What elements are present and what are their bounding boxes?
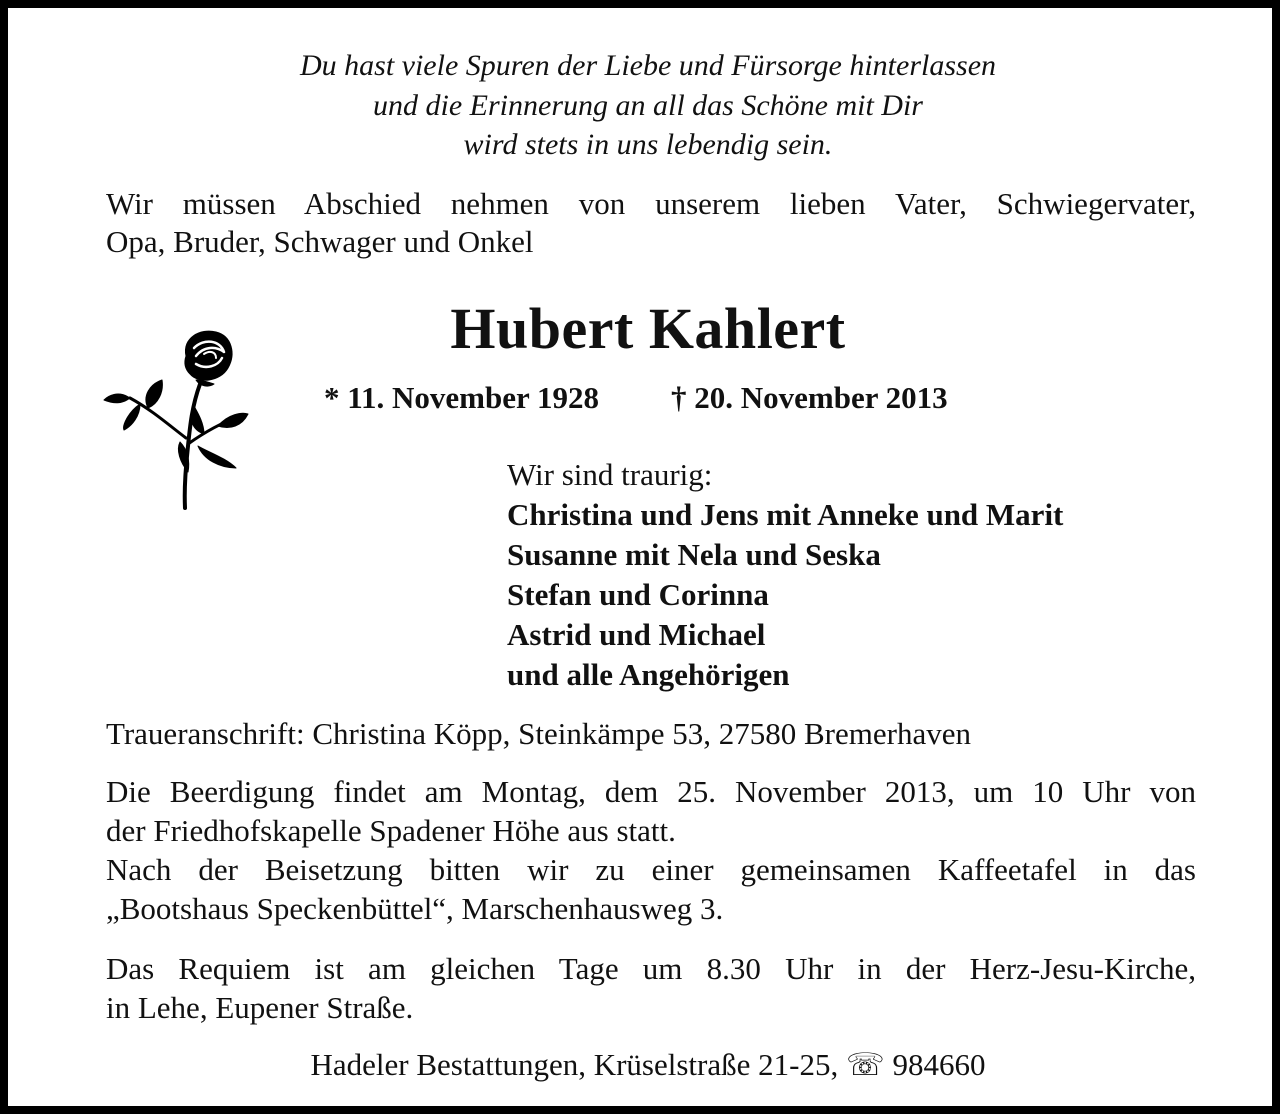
rose-icon	[100, 326, 252, 512]
funeral-paragraph	[106, 772, 1196, 928]
intro-line-1: Wir müssen Abschied nehmen von unserem lieben Vater, Schwiegervater,	[106, 186, 1196, 221]
mourners-block	[507, 455, 1063, 695]
requiem-paragraph	[106, 949, 1196, 1027]
address-line: Traueranschrift: Christina Köpp, Steinkämpe 53, 27580 Bremerhaven	[106, 716, 971, 751]
funeral-line-3: Nach der Beisetzung bitten wir zu einer gemeinsamen Kaffeetafel in das	[106, 852, 1196, 887]
death-date: † 20. November 2013	[671, 380, 948, 415]
intro-line-2: Opa, Bruder, Schwager und Onkel	[106, 224, 534, 259]
requiem-line-2: in Lehe, Eupener Straße.	[106, 990, 414, 1025]
undertaker-line	[8, 1045, 1280, 1085]
mourning-address	[106, 714, 1196, 753]
motto-line-1: Du hast viele Spuren der Liebe und Fürsorge hinterlassen	[299, 49, 997, 82]
funeral-line-4: „Bootshaus Speckenbüttel“, Marschenhausweg 3.	[106, 891, 724, 926]
birth-date: * 11. November 1928	[324, 380, 599, 415]
requiem-line-1: Das Requiem ist am gleichen Tage um 8.30 Uhr in der Herz-Jesu-Kirche,	[106, 951, 1196, 986]
deceased-name: Hubert Kahlert	[450, 296, 846, 361]
funeral-line-1: Die Beerdigung findet am Montag, dem 25. November 2013, um 10 Uhr von	[106, 774, 1196, 809]
undertaker-name: Hadeler Bestattungen, Krüselstraße 21-25,	[310, 1047, 839, 1082]
motto-line-2: und die Erinnerung an all das Schöne mit Dir	[373, 89, 923, 122]
phone-number: 984660	[892, 1047, 986, 1082]
mourner-name: Susanne mit Nela und Seska	[507, 537, 881, 572]
mourner-name: und alle Angehörigen	[507, 657, 790, 692]
funeral-line-2: der Friedhofskapelle Spadener Höhe aus statt.	[106, 813, 676, 848]
mourner-name: Christina und Jens mit Anneke und Marit	[507, 497, 1064, 532]
mourner-name: Stefan und Corinna	[507, 577, 769, 612]
motto-line-3: wird stets in uns lebendig sein.	[463, 128, 833, 161]
mourners-intro: Wir sind traurig:	[507, 457, 713, 492]
phone-icon: ☏	[845, 1047, 885, 1082]
mourner-name: Astrid und Michael	[507, 617, 766, 652]
